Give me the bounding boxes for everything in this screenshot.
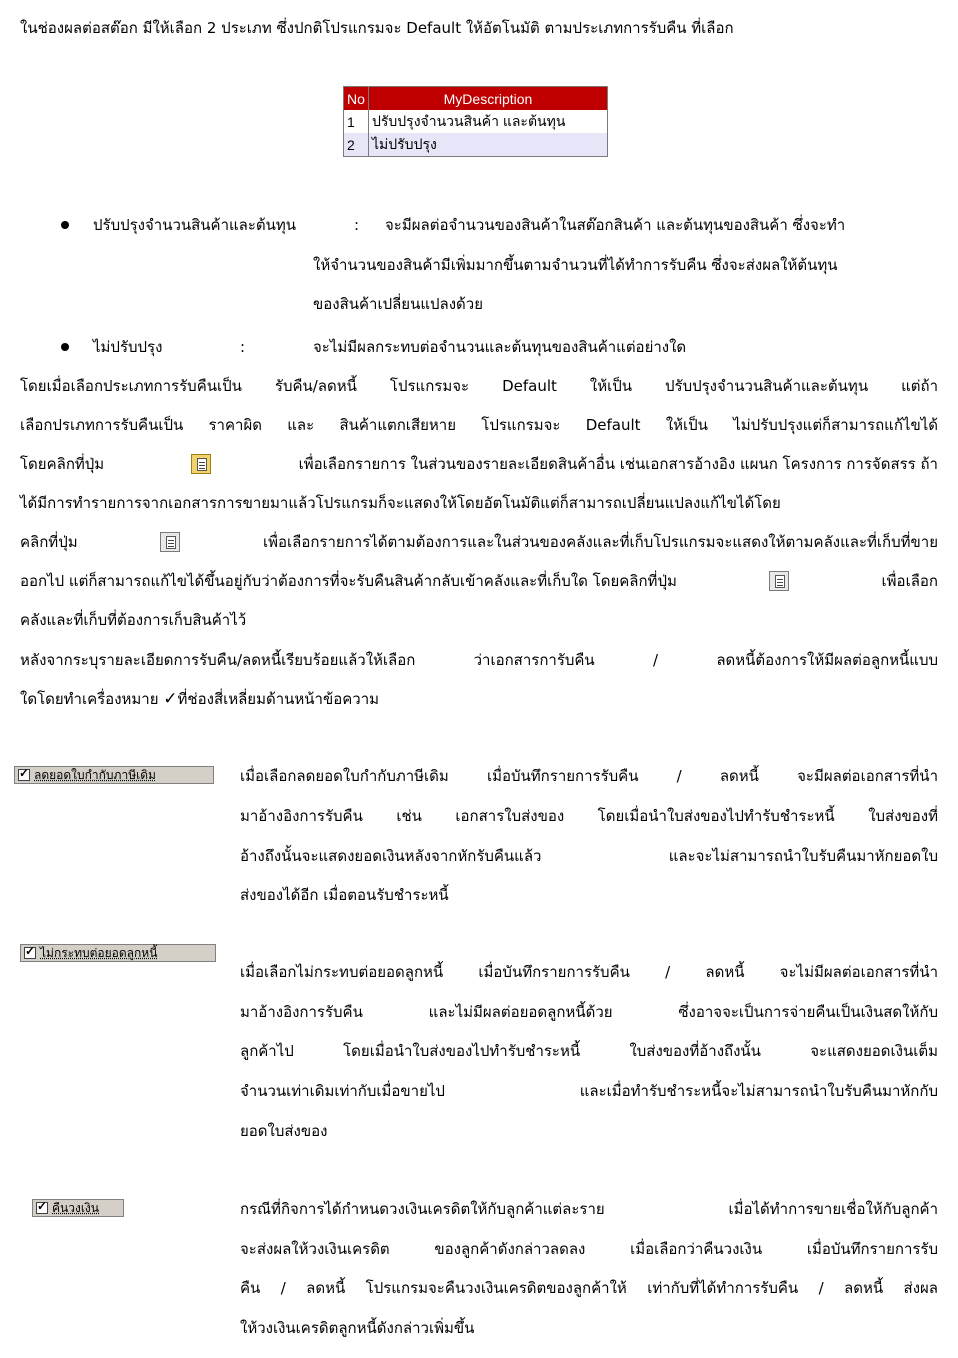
bullet-dot xyxy=(61,343,69,351)
table-cell-desc: ปรับปรุงจำนวนสินค้า และต้นทุน xyxy=(369,110,608,133)
paragraph-text: เพื่อเลือก xyxy=(881,572,938,590)
paragraph-line: หลังจากระบุรายละเอียดการรับคืน/ลดหนี้เรียบร้อยแล้วให้เลือก ว่าเอกสารการับคืน / ลดหนี้ต้องการให้มีผลต่อลูกหนี้แบบ xyxy=(20,651,938,669)
option-description-line: ให้วงเงินเครดิตลูกหนี้ดังกล่าวเพิ่มขึ้น xyxy=(240,1319,475,1337)
option-description-line: เมื่อเลือกไม่กระทบต่อยอดลูกหนี้ เมื่อบันทึกรายการรับคืน / ลดหนี้ จะไม่มีผลต่อเอกสารที่นำ xyxy=(240,963,938,981)
paragraph-line xyxy=(20,571,938,591)
bullet-separator: : xyxy=(240,338,246,356)
reduce-original-invoice-checkbox[interactable] xyxy=(14,766,214,784)
checkbox-label: คืนวงเงิน xyxy=(52,1200,99,1215)
option-description-line: เมื่อเลือกลดยอดใบกำกับภาษีเดิม เมื่อบันทึกรายการรับคืน / ลดหนี้ จะมีผลต่อเอกสารที่นำ xyxy=(240,767,938,785)
paragraph-text: คลิกที่ปุ่ม xyxy=(20,533,78,551)
intro-text: ในช่องผลต่อสต๊อก มีให้เลือก 2 ประเภท ซึ่งปกติโปรแกรมจะ Default ให้อัตโนมัติ ตามประเภทการรับคืน ที่เลือก xyxy=(20,19,734,37)
bullet-text: ให้จำนวนของสินค้ามีเพิ่มมากขึ้นตามจำนวนที่ได้ทำการรับคืน ซึ่งจะส่งผลให้ต้นทุน xyxy=(313,256,838,274)
document-lookup-icon[interactable] xyxy=(769,571,789,591)
table-row[interactable] xyxy=(344,133,608,157)
paragraph-line: ได้มีการทำรายการจากเอกสารการขายมาแล้วโปรแกรมก็จะแสดงให้โดยอัตโนมัติแต่ก็สามารถเปลี่ยนแปลงแก้ไขได้โดย xyxy=(20,494,781,512)
option-description-line: จะส่งผลให้วงเงินเครดิต ของลูกค้าดังกล่าวลดลง เมื่อเลือกว่าคืนวงเงิน เมื่อบันทึกรายการรับ xyxy=(240,1240,938,1258)
paragraph-line xyxy=(20,454,938,474)
table-header-description: MyDescription xyxy=(369,87,608,111)
option-description-line: จำนวนเท่าเดิมเท่ากับเมื่อขายไป และเมื่อทำรับชำระหนี้จะไม่สามารถนำใบรับคืนมาหักกับ xyxy=(240,1082,938,1100)
option-description-line: มาอ้างอิงการรับคืน เช่น เอกสารใบส่งของ โดยเมื่อนำใบส่งของไปทำรับชำระหนี้ ใบส่งของที่ xyxy=(240,807,938,825)
paragraph-text: โดยคลิกที่ปุ่ม xyxy=(20,455,105,473)
bullet-term: ปรับปรุงจำนวนสินค้าและต้นทุน xyxy=(93,216,297,234)
bullet-text: จะไม่มีผลกระทบต่อจำนวนและต้นทุนของสินค้าแต่อย่างใด xyxy=(313,338,687,356)
lookup-button-icon[interactable] xyxy=(191,454,211,474)
paragraph-text: ใดโดยทำเครื่องหมาย xyxy=(20,690,159,708)
option-description-line: กรณีที่กิจการได้กำหนดวงเงินเครดิตให้กับลูกค้าแต่ละราย เมื่อได้ทำการขายเชื่อให้กับลูกค้า xyxy=(240,1200,938,1218)
table-cell-no: 2 xyxy=(344,133,369,157)
checkbox-box[interactable] xyxy=(36,1202,48,1214)
bullet-dot xyxy=(61,221,69,229)
paragraph-line: เลือกปรเภทการรับคืนเป็น ราคาผิด และ สินค้าแตกเสียหาย โปรแกรมจะ Default ให้เป็น ไม่ปรับปรุงแต่ก็สามารถแก้ไขได้ xyxy=(20,416,938,434)
document-lookup-icon[interactable] xyxy=(160,532,180,552)
option-description-line: ยอดใบส่งของ xyxy=(240,1122,328,1140)
checkbox-box[interactable] xyxy=(24,947,36,959)
paragraph-text: เพื่อเลือกรายการได้ตามต้องการและในส่วนของคลังและที่เก็บโปรแกรมจะแสดงให้ตามคลังและที่เก็บที่ขาย xyxy=(262,533,938,551)
stock-effect-table[interactable] xyxy=(343,86,608,157)
no-effect-on-debtor-checkbox[interactable] xyxy=(20,944,216,962)
checkbox-label: ไม่กระทบต่อยอดลูกหนี้ xyxy=(40,945,158,960)
option-description-line: ลูกค้าไป โดยเมื่อนำใบส่งของไปทำรับชำระหนี้ ใบส่งของที่อ้างถึงนั้น จะแสดงยอดเงินเต็ม xyxy=(240,1042,938,1060)
option-description-line: อ้างถึงนั้นจะแสดงยอดเงินหลังจากหักรับคืนแล้ว และจะไม่สามารถนำใบรับคืนมาหักยอดใบ xyxy=(240,847,938,865)
option-description-line: คืน / ลดหนี้ โปรแกรมจะคืนวงเงินเครดิตของลูกค้าให้ เท่ากับที่ได้ทำการรับคืน / ลดหนี้ ส่งผล xyxy=(240,1279,938,1297)
paragraph-text: ที่ช่องสี่เหลี่ยมด้านหน้าข้อความ xyxy=(177,690,379,708)
paragraph-text: ออกไป แต่ก็สามารถแก้ไขได้ขึ้นอยู่กับว่าต้องการที่จะรับคืนสินค้ากลับเข้าคลังและที่เก็บใด โดยคลิกที่ปุ่ม xyxy=(20,572,677,590)
paragraph-line: คลังและที่เก็บที่ต้องการเก็บสินค้าไว้ xyxy=(20,611,247,629)
paragraph-line xyxy=(20,689,379,709)
bullet-separator: : xyxy=(354,216,360,234)
paragraph-line: โดยเมื่อเลือกประเภทการรับคืนเป็น รับคืน/ลดหนี้ โปรแกรมจะ Default ให้เป็น ปรับปรุงจำนวนสินค้าและต้นทุน แต่ถ้า xyxy=(20,377,938,395)
paragraph-text: เพื่อเลือกรายการ ในส่วนของรายละเอียดสินค้าอื่น เช่นเอกสารอ้างอิง แผนก โครงการ การจัดสรร ถ้า xyxy=(298,455,938,473)
checkmark-icon: ✓ xyxy=(163,689,178,709)
bullet-term: ไม่ปรับปรุง xyxy=(93,338,163,356)
table-cell-desc: ไม่ปรับปรุง xyxy=(369,133,608,157)
table-header-no: No xyxy=(344,87,369,111)
paragraph-line xyxy=(20,532,938,552)
checkbox-box[interactable] xyxy=(18,769,30,781)
table-row[interactable] xyxy=(344,110,608,133)
option-description-line: ส่งของได้อีก เมื่อตอนรับชำระหนี้ xyxy=(240,886,449,904)
checkbox-label: ลดยอดใบกำกับภาษีเดิม xyxy=(34,767,156,782)
bullet-text: ของสินค้าเปลี่ยนแปลงด้วย xyxy=(313,295,483,313)
option-description-line: มาอ้างอิงการรับคืน และไม่มีผลต่อยอดลูกหนี้ด้วย ซึ่งอาจจะเป็นการจ่ายคืนเป็นเงินสดให้กับ xyxy=(240,1003,938,1021)
return-credit-limit-checkbox[interactable] xyxy=(32,1199,124,1217)
bullet-text: จะมีผลต่อจำนวนของสินค้าในสต๊อกสินค้า และต้นทุนของสินค้า ซึ่งจะทำ xyxy=(385,216,846,234)
table-cell-no: 1 xyxy=(344,110,369,133)
